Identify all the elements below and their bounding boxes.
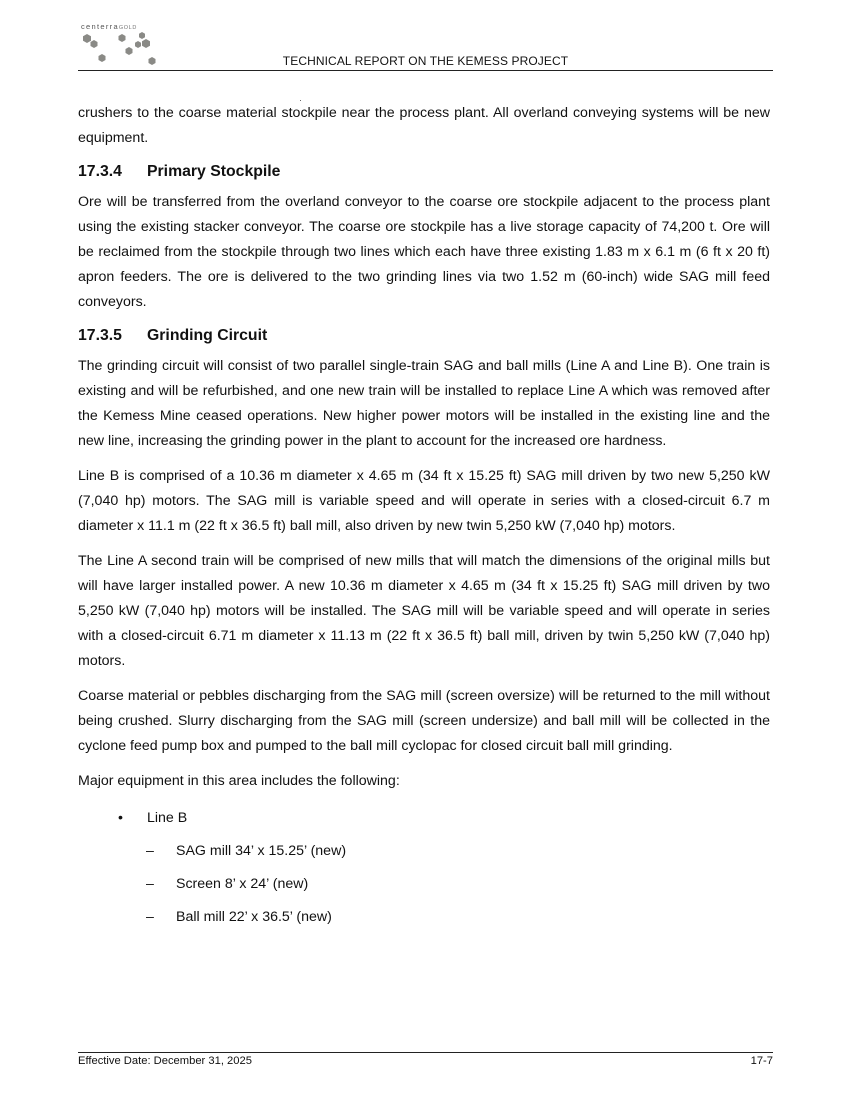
page-footer: [78, 1052, 773, 1067]
list-item: [78, 874, 770, 894]
page-number: 17-7: [750, 1055, 773, 1067]
list-item: [78, 841, 770, 861]
dash-icon: –: [146, 909, 154, 925]
company-logo-text: centerraGOLD: [81, 22, 137, 31]
section-title: Primary Stockpile: [147, 163, 281, 180]
dash-icon: –: [146, 876, 154, 892]
list-item: [78, 907, 770, 927]
body-paragraph: Coarse material or pebbles discharging from the SAG mill (screen oversize) will be returned to the mill without being crushed. Slurry discharging from the SAG mill (screen undersize) and ball mill will be collected in the cyclone feed pump box and pumped to the ball mill cyclopac for closed circuit ball mill grinding.: [78, 688, 770, 754]
section-title: Grinding Circuit: [147, 327, 268, 344]
section-number: 17.3.5: [78, 327, 122, 344]
effective-date: Effective Date: December 31, 2025: [78, 1055, 252, 1067]
section-number: 17.3.4: [78, 163, 122, 180]
list-item-label: Ball mill 22’ x 36.5’ (new): [176, 909, 332, 925]
intro-paragraph: crushers to the coarse material stockpile near the process plant. All overland conveying systems will be new equipment.: [78, 105, 770, 146]
body-paragraph: Line B is comprised of a 10.36 m diameter x 4.65 m (34 ft x 15.25 ft) SAG mill driven by two new 5,250 kW (7,040 hp) motors. The SAG mill is variable speed and will operate in series with a closed-circuit 6.7 m diameter x 11.1 m (22 ft x 36.5 ft) ball mill, also driven by new twin 5,250 kW (7,040 hp) motors.: [78, 468, 770, 534]
list-item-label: SAG mill 34’ x 15.25’ (new): [176, 843, 347, 859]
body-paragraph: The grinding circuit will consist of two parallel single-train SAG and ball mills (Line A and Line B). One train is existing and will be refurbished, and one new train will be installed to replace Line A which was removed after the Kemess Mine ceased operations. New higher power motors will be installed in the existing line and the new line, increasing the grinding power in the plant to account for the increased ore hardness.: [78, 358, 770, 449]
body-paragraph: Major equipment in this area includes the following:: [78, 773, 400, 789]
dash-icon: –: [146, 843, 154, 859]
page-body: [78, 101, 770, 927]
report-title: TECHNICAL REPORT ON THE KEMESS PROJECT: [282, 54, 569, 68]
list-item-label: Screen 8’ x 24’ (new): [176, 876, 309, 892]
section-heading-grinding-circuit: [78, 326, 770, 346]
list-item-line-b: [78, 808, 770, 828]
page-header: [78, 20, 773, 71]
bullet-icon: •: [118, 810, 123, 826]
body-paragraph: Ore will be transferred from the overland conveyor to the coarse ore stockpile adjacent to the process plant using the existing stacker conveyor. The coarse ore stockpile has a live storage capacity of 74,200 t. Ore will be reclaimed from the stockpile through two lines which each have three existing 1.83 m x 6.1 m (6 ft x 20 ft) apron feeders. The ore is delivered to the two grinding lines via two 1.52 m (60-inch) wide SAG mill feed conveyors.: [78, 194, 770, 310]
body-paragraph: The Line A second train will be comprised of new mills that will match the dimensions of the original mills but will have larger installed power. A new 10.36 m diameter x 4.65 m (34 ft x 15.25 ft) SAG mill driven by two 5,250 kW (7,040 hp) motors will be installed. The SAG mill will be variable speed and will operate in series with a closed-circuit 6.71 m diameter x 11.13 m (22 ft x 36.5 ft) ball mill, driven by twin 5,250 kW (7,040 hp) motors.: [78, 553, 770, 669]
section-heading-primary-stockpile: [78, 162, 770, 182]
list-item-label: Line B: [147, 810, 188, 826]
